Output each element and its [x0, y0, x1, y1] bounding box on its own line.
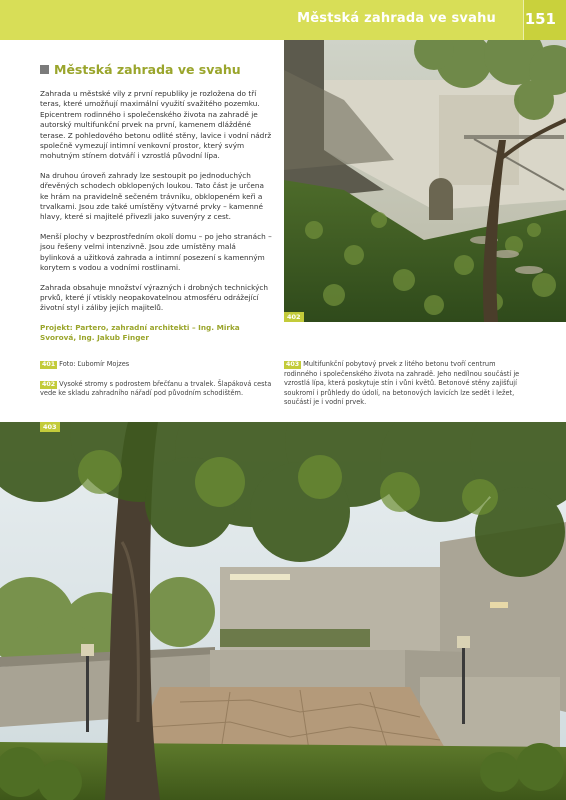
running-title: Městská zahrada ve svahu [297, 11, 496, 26]
heading-bullet-icon [40, 65, 49, 74]
photo-concrete-seating-image [0, 422, 566, 800]
caption-402 [40, 380, 272, 399]
article-paragraph: Na druhou úroveň zahrady lze sestoupit po jednoduchých dřevěných schodech obklopených loukou. Tato část je určena ke hrám na pravidelně sečeném trávníku, obklopeném keři a trvalkami. Jsou zde také umístěny výtvarné prvky – kamenné hlavy, které si majitelé přivezli jako suvenýry z cest. [40, 170, 265, 222]
caption-401 [40, 360, 272, 370]
article-paragraph: Menší plochy v bezprostředním okolí domu – po jeho stranách – jsou řešeny velmi intenzivně. Jsou zde umístěny malá bylinková a užitková zahrada a intimní posezení s kamenným korytem s vodou a vodními rostlinami. [40, 231, 272, 273]
article-paragraph: Zahrada u městské vily z první republiky je rozložena do tří teras, které umožňují maximální využití svažitého pozemku. Epicentrem rodinného i společenského života na zahradě je autorský multifunkční prvek na první, kamenem dlážděné terase. Z pohledového betonu odlité stěny, lavice i vodní nádrž společně vymezují intimní venkovní prostor, který svým mohutným stínem dotváří i vzrostlá původní lípa. [40, 89, 272, 161]
caption-text: Multifunkční pobytový prvek z litého betonu tvoří centrum rodinného i společenského života na zahradě. Jeho nedílnou součástí je vzrostlá lípa, která poskytuje stín i vůni květů. Betonové stěny zajišťují soukromí i průhledy do údolí, na betonových lavicích lze sedět i ležet, součástí je i vodní prvek. [284, 360, 520, 407]
photo-terraced-garden [284, 40, 566, 322]
caption-number: 401 [42, 361, 56, 368]
article-paragraph: Zahrada obsahuje množství výrazných i drobných technických prvků, které jí vtiskly neopakovatelnou atmosféru odrážející životní styl i záliby jejích majitelů. [40, 282, 269, 313]
captions-left [40, 360, 272, 409]
project-credit: Projekt: Partero, zahradní architekti – Ing. Mirka Svorová, Ing. Jakub Finger [40, 322, 240, 343]
caption-403 [284, 360, 524, 408]
page-header [0, 0, 566, 40]
caption-text: Vysoké stromy s podrostem břečťanu a trvalek. Šlapáková cesta vede ke skladu zahradního nářadí pod původním schodištěm. [40, 379, 272, 398]
article-heading [40, 62, 272, 77]
caption-number: 403 [286, 361, 300, 368]
article [40, 62, 272, 344]
page-number: 151 [524, 10, 556, 28]
photo-number-badge: 402 [284, 312, 304, 322]
page-number-box [524, 0, 566, 40]
caption-number: 402 [42, 380, 56, 388]
photo-terraced-garden-image [284, 40, 566, 322]
article-heading-text: Městská zahrada ve svahu [54, 62, 241, 77]
caption-text: Foto: Ľubomír Mojzes [59, 360, 130, 368]
photo-concrete-seating [0, 422, 566, 800]
photo-number-badge: 403 [40, 422, 60, 432]
captions-right [284, 360, 524, 418]
